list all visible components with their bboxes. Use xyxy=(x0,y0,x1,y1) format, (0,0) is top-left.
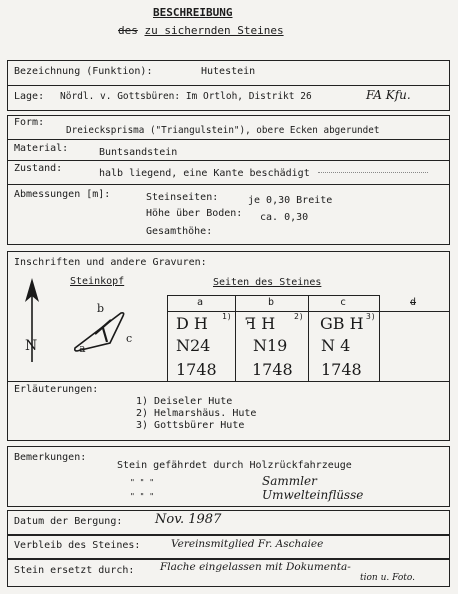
table-col-line xyxy=(308,295,309,381)
erlaeuterung-1: 1) Deiseler Hute xyxy=(136,396,233,407)
lage-handwritten: FA Kfu. xyxy=(366,88,411,102)
steinkopf-label: Steinkopf xyxy=(70,276,125,287)
cell-a-line2: N24 xyxy=(176,336,211,355)
erlaeuterungen-label: Erläuterungen: xyxy=(14,384,99,395)
cell-b-line2: N19 xyxy=(253,336,288,355)
ersetzt-value-line1: Flache eingelassen mit Dokumenta- xyxy=(160,561,351,573)
diagram-label-b: b xyxy=(97,302,105,315)
seiten-label: Seiten des Steines xyxy=(213,277,322,288)
ersetzt-label: Stein ersetzt durch: xyxy=(14,565,135,576)
bemerkungen-hand2: Umwelteinflüsse xyxy=(262,488,364,502)
bemerkungen-ditto1: " " " xyxy=(130,478,155,487)
table-top-line xyxy=(167,295,379,296)
table-col-line xyxy=(379,295,380,381)
bemerkungen-hand1: Sammler xyxy=(262,474,317,488)
bemerkungen-line1: Stein gefährdet durch Holzrückfahrzeuge xyxy=(117,460,352,471)
column-header-c: c xyxy=(340,297,347,308)
divider xyxy=(7,381,450,382)
stone-head-diagram xyxy=(65,296,145,366)
divider xyxy=(7,85,450,86)
cell-a-line1: D H xyxy=(176,314,208,333)
divider xyxy=(7,139,450,140)
column-header-d: d xyxy=(410,297,417,308)
diagram-label-c: c xyxy=(126,332,133,345)
zustand-smudge xyxy=(318,172,428,177)
gesamthoehe-label: Gesamthöhe: xyxy=(146,226,213,237)
struck-word: des xyxy=(118,24,138,37)
cell-c-sup: 3) xyxy=(366,312,376,321)
steinseiten-label: Steinseiten: xyxy=(146,192,219,203)
bemerkungen-label: Bemerkungen: xyxy=(14,452,87,463)
material-value: Buntsandstein xyxy=(99,147,178,158)
table-col-line xyxy=(167,295,168,381)
cell-b-line3: 1748 xyxy=(252,360,293,379)
document-title: BESCHREIBUNG xyxy=(153,6,233,19)
bemerkungen-ditto2: " " " xyxy=(130,492,155,501)
document-subtitle xyxy=(118,24,284,37)
erlaeuterung-2: 2) Helmarshäus. Hute xyxy=(136,408,257,419)
column-header-b: b xyxy=(268,297,275,308)
verbleib-value: Vereinsmitglied Fr. Aschaiee xyxy=(171,538,324,550)
inschriften-heading: Inschriften und andere Gravuren: xyxy=(14,257,207,268)
divider xyxy=(7,160,450,161)
erlaeuterung-3: 3) Gottsbürer Hute xyxy=(136,420,245,431)
hoehe-label: Höhe über Boden: xyxy=(146,208,243,219)
north-label: N xyxy=(25,338,38,354)
cell-c-line1: GB H xyxy=(320,314,364,333)
cell-b-line1: ꟻ H xyxy=(245,314,276,333)
form-label: Form: xyxy=(14,117,45,128)
cell-c-line2: N 4 xyxy=(321,336,351,355)
cell-a-sup: 1) xyxy=(222,312,232,321)
subtitle-text: zu sichernden Steines xyxy=(144,24,284,37)
lage-label: Lage: xyxy=(14,91,45,102)
bezeichnung-label: Bezeichnung (Funktion): xyxy=(14,66,153,77)
ersetzt-value-line2: tion u. Foto. xyxy=(360,573,415,583)
zustand-value: halb liegend, eine Kante beschädigt xyxy=(99,168,310,179)
zustand-label: Zustand: xyxy=(14,163,63,174)
cell-a-line3: 1748 xyxy=(176,360,217,379)
cell-c-line3: 1748 xyxy=(321,360,362,379)
hoehe-value: ca. 0,30 xyxy=(260,212,309,223)
abmessungen-label: Abmessungen [m]: xyxy=(14,189,111,200)
diagram-label-a: a xyxy=(79,342,86,355)
divider xyxy=(7,184,450,185)
steinseiten-value: je 0,30 Breite xyxy=(248,195,333,206)
lage-value: Nördl. v. Gottsbüren: Im Ortloh, Distrikt 26 xyxy=(60,91,312,102)
verbleib-label: Verbleib des Steines: xyxy=(14,540,141,551)
cell-b-sup: 2) xyxy=(294,312,304,321)
bezeichnung-value: Hutestein xyxy=(201,66,256,77)
form-value: Dreiecksprisma ("Triangulstein"), obere Ecken abgerundet xyxy=(66,125,380,136)
table-col-line xyxy=(235,295,236,381)
material-label: Material: xyxy=(14,143,69,154)
column-header-a: a xyxy=(197,297,204,308)
datum-value: Nov. 1987 xyxy=(155,512,222,527)
datum-label: Datum der Bergung: xyxy=(14,516,123,527)
